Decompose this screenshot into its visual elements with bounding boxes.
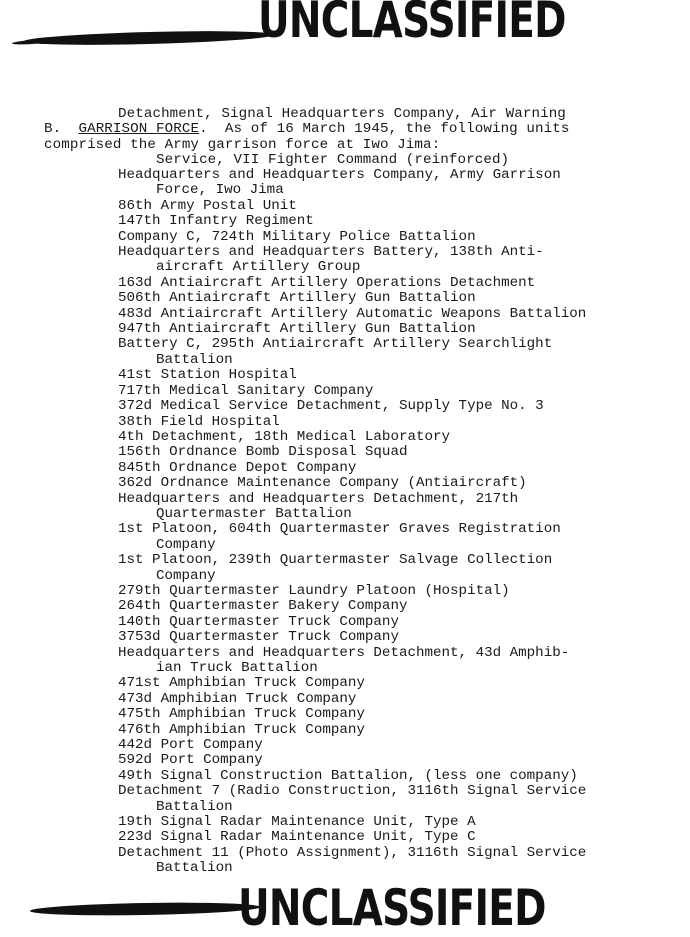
unit-list-item: Company C, 724th Military Police Battalion [118,228,476,245]
unit-list-item: Headquarters and Headquarters Detachment, 43d Amphib- [118,644,570,661]
unit-list-item: Headquarters and Headquarters Company, Army Garrison [118,167,561,183]
unit-list-item: 947th Antiaircraft Artillery Gun Battalion [118,321,476,338]
redaction-streak-top-tail [12,39,52,46]
section-intro-line1: . As of 16 March 1945, the following units [199,121,570,137]
unit-list-item: 19th Signal Radar Maintenance Unit, Type A [118,814,476,831]
unit-list-item: 223d Signal Radar Maintenance Unit, Type C [118,829,476,846]
unit-list-item-continuation: ian Truck Battalion [156,660,318,676]
unit-list-item-continuation: Force, Iwo Jima [156,182,284,199]
section-heading [44,122,569,137]
header-unit-line1: Detachment, Signal Headquarters Company, Air Warning [118,105,566,122]
unit-list-item: 1st Platoon, 239th Quartermaster Salvage Collection [118,552,553,569]
unit-list-item: 473d Amphibian Truck Company [118,690,357,707]
unit-list-item: 140th Quartermaster Truck Company [118,613,399,630]
unit-list-item: Battery C, 295th Antiaircraft Artillery Searchlight [118,336,553,353]
unit-list-item-continuation: Company [156,536,216,553]
unit-list-item: 372d Medical Service Detachment, Supply Type No. 3 [118,398,544,415]
unit-list-item: 3753d Quartermaster Truck Company [118,629,399,646]
unit-list-item-continuation: Quartermaster Battalion [156,505,352,522]
unit-list-item: 86th Army Postal Unit [118,197,297,214]
unit-list-item: 592d Port Company [118,752,263,769]
unit-list-item: 41st Station Hospital [118,367,297,384]
unit-list-item-continuation: Battalion [156,860,233,877]
unit-list-item: 156th Ordnance Bomb Disposal Squad [118,444,408,461]
garrison-units-list [118,168,586,877]
redaction-streak-top [24,29,274,48]
classification-stamp-bottom: UNCLASSIFIED [238,879,546,937]
section-letter: B. [44,121,62,137]
unit-list-item: Headquarters and Headquarters Detachment, 217th [118,490,519,507]
unit-list-item: 845th Ordnance Depot Company [118,459,357,476]
section-intro-line2: comprised the Army garrison force at Iwo Jima: [44,136,441,153]
section-title: GARRISON FORCE [78,121,200,137]
unit-list-item: 147th Infantry Regiment [118,213,314,230]
unit-list-item: 264th Quartermaster Bakery Company [118,598,408,615]
unit-list-item: 442d Port Company [118,737,263,754]
unit-list-item: 475th Amphibian Truck Company [118,706,365,723]
unit-list-item: 1st Platoon, 604th Quartermaster Graves Registration [118,521,561,538]
unit-list-item: 717th Medical Sanitary Company [118,382,374,399]
classification-stamp-top: UNCLASSIFIED [258,0,566,49]
unit-list-item-continuation: aircraft Artillery Group [156,259,361,276]
unit-list-item: 38th Field Hospital [118,413,280,430]
unit-list-item: 362d Ordnance Maintenance Company (Antiaircraft) [118,475,527,492]
unit-list-item-continuation: Battalion [156,798,233,815]
redaction-streak-bottom [30,901,260,917]
unit-list-item: 483d Antiaircraft Artillery Automatic Weapons Battalion [118,305,587,322]
unit-list-item: 279th Quartermaster Laundry Platoon (Hospital) [118,582,510,599]
header-unit-line2: Service, VII Fighter Command (reinforced) [156,152,510,169]
unit-list-item: 471st Amphibian Truck Company [118,675,365,692]
unit-list-item: Headquarters and Headquarters Battery, 138th Anti- [118,244,544,261]
unit-list-item: Detachment 11 (Photo Assignment), 3116th Signal Service [118,844,587,861]
unit-list-item: 506th Antiaircraft Artillery Gun Battalion [118,290,476,307]
unit-list-item: 163d Antiaircraft Artillery Operations Detachment [118,274,536,291]
unit-list-item-continuation: Company [156,567,216,584]
unit-list-item-continuation: Battalion [156,351,233,368]
unit-list-item: 49th Signal Construction Battalion, (less one company) [118,767,578,784]
unit-list-item: Detachment 7 (Radio Construction, 3116th Signal Service [118,783,587,800]
unit-list-item: 4th Detachment, 18th Medical Laboratory [118,428,451,445]
unit-list-item: 476th Amphibian Truck Company [118,721,365,738]
